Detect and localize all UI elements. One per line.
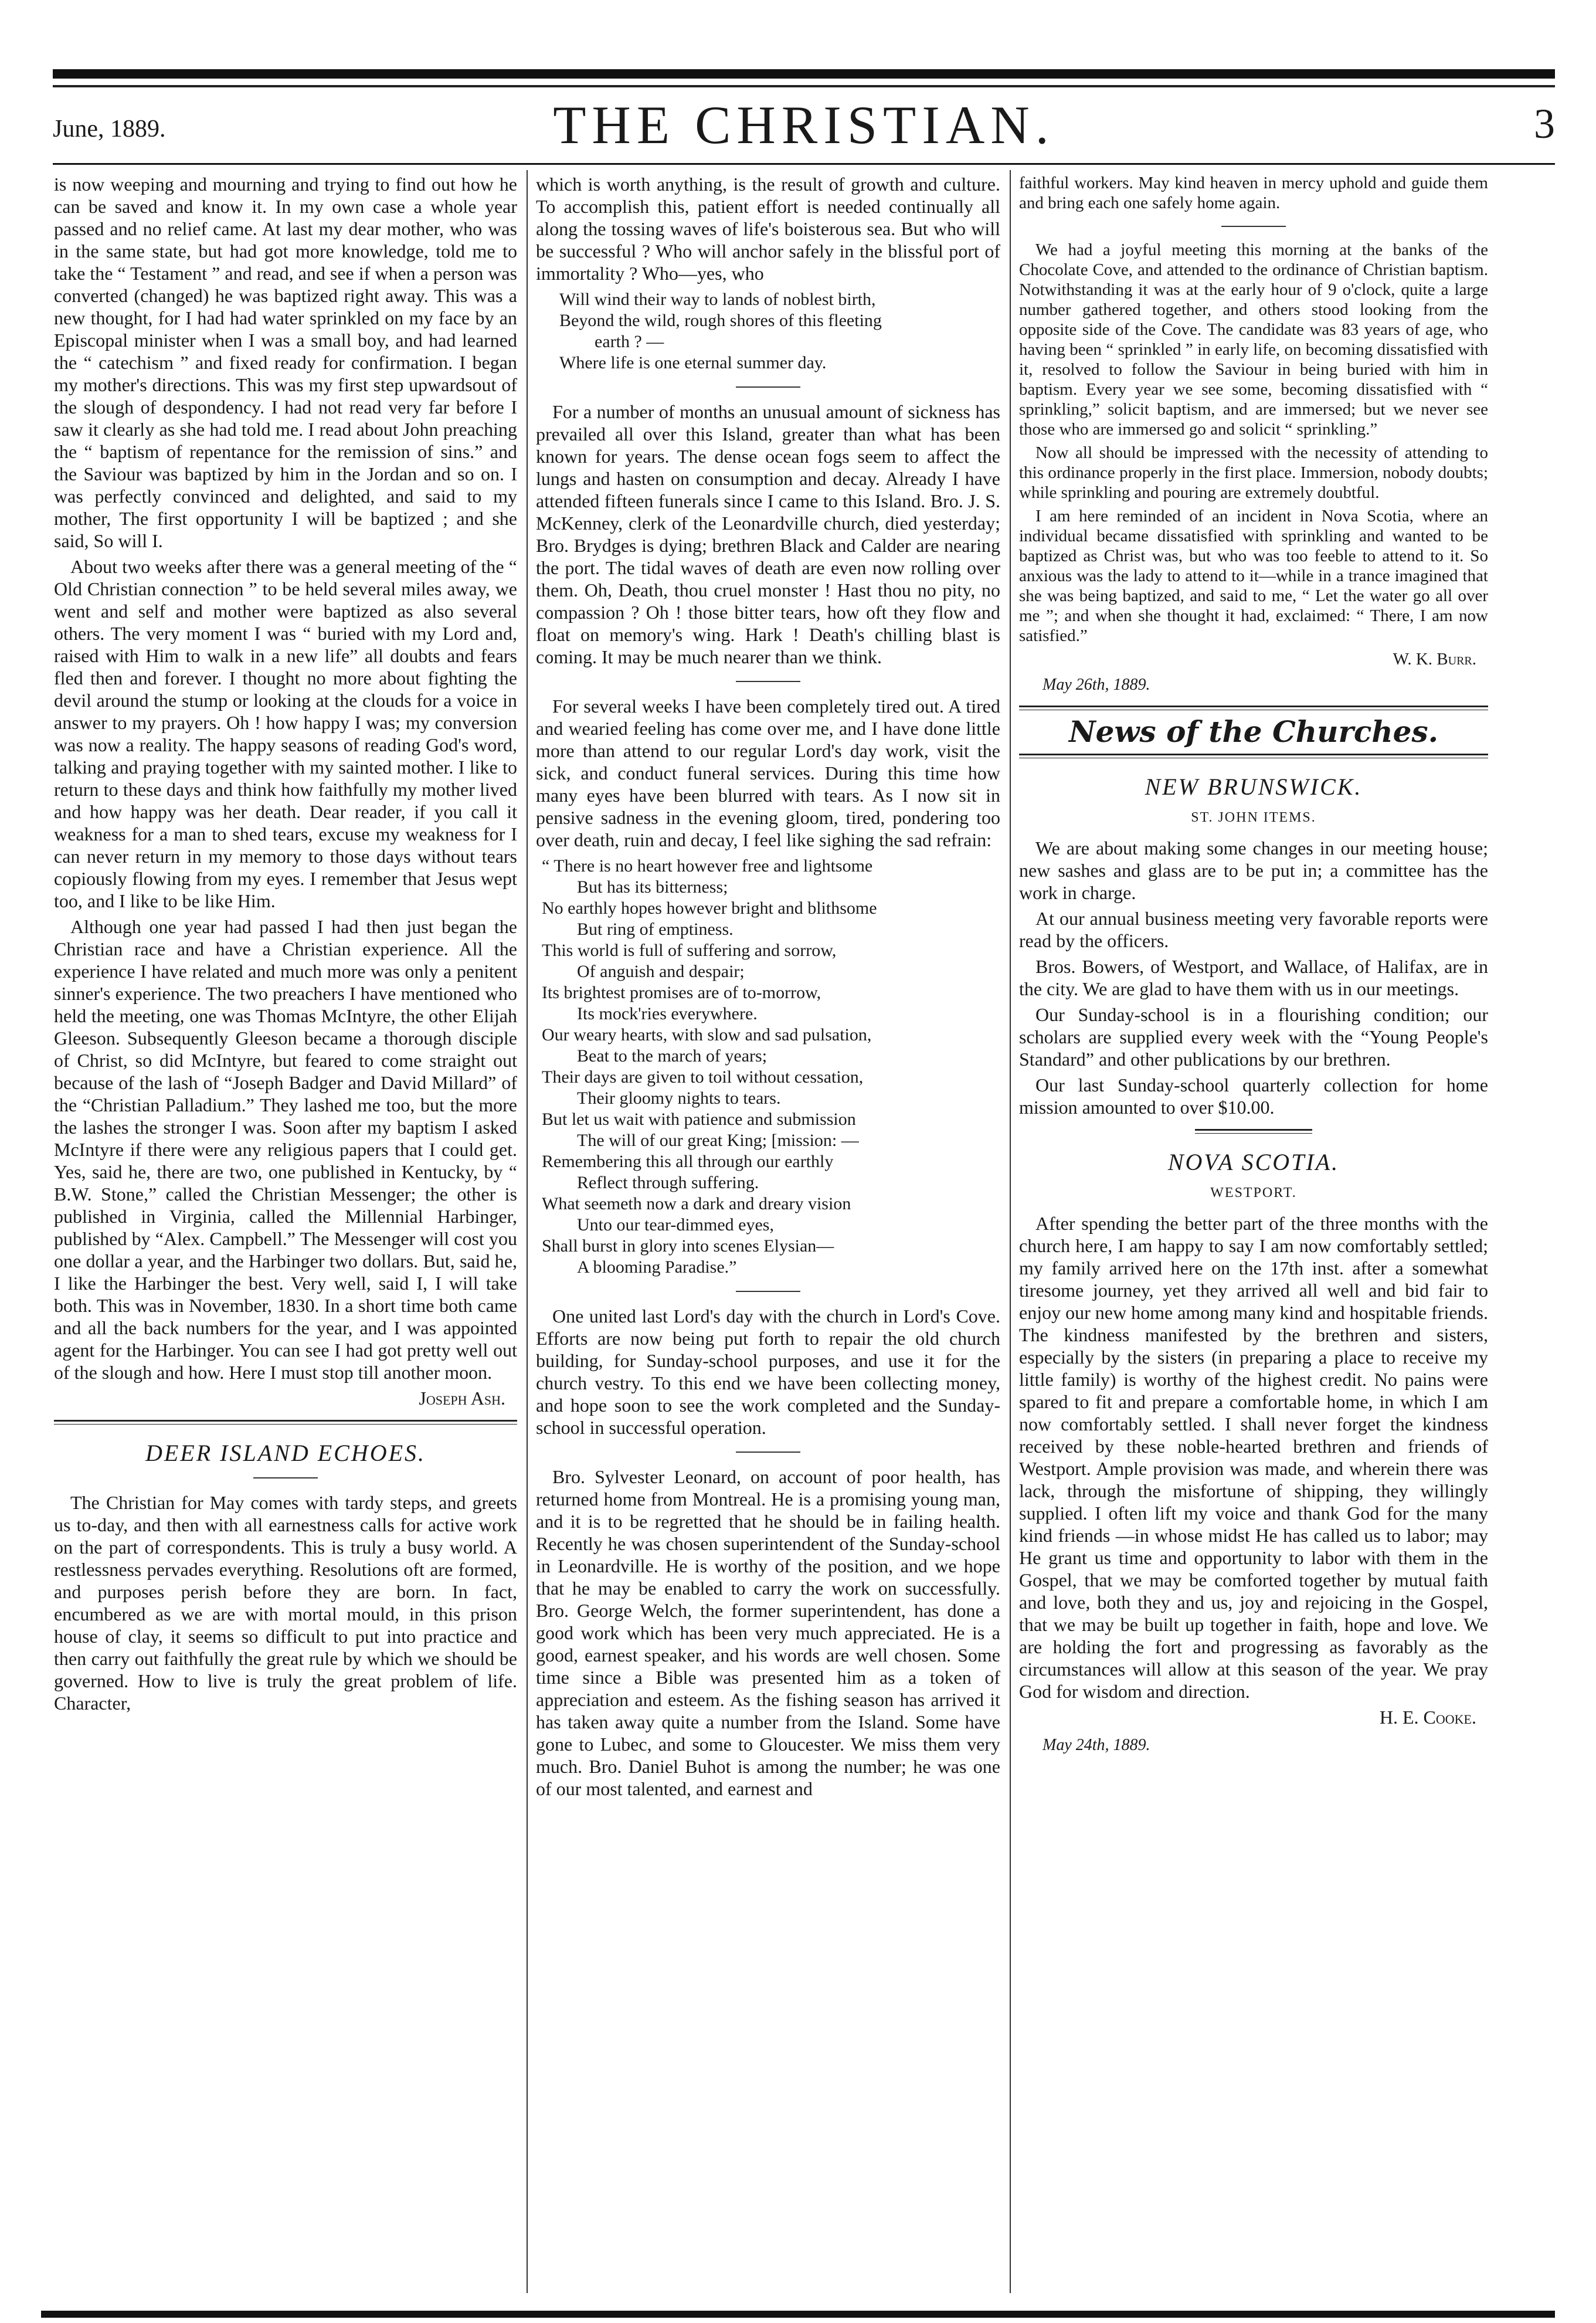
section-rule: [1019, 706, 1488, 710]
section-heading: NOVA SCOTIA.: [1167, 1149, 1340, 1175]
short-rule: [736, 1291, 800, 1292]
paragraph: For several weeks I have been completely tired out. A tired and wearied feeling has come over me, and I have done little more than attend to our regular Lord's day work, visit the sick, and conduct funeral services. During this time how many eyes have been blurred with tears. As I now sit in pensive sadness in the evening gloom, tired, pondering too over death, ruin and decay, I feel like sighing the sad refrain:: [536, 696, 1000, 850]
issue-date: June, 1889.: [53, 116, 166, 143]
column-2: [536, 173, 1000, 1803]
poem: [542, 856, 1000, 1278]
masthead-rule: [53, 163, 1555, 165]
poem-line: Its mock'ries everywhere.: [577, 1004, 758, 1023]
short-rule: [253, 1477, 318, 1478]
bottom-rule: [41, 2311, 1555, 2318]
column-divider: [1010, 170, 1011, 2293]
section-heading: DEER ISLAND ECHOES.: [145, 1440, 426, 1466]
short-rule: [736, 681, 800, 682]
paragraph: Our Sunday-school is in a flourishing condition; our scholars are supplied every week with the “Young People's Standard” and other publications by our brethren.: [1019, 1004, 1488, 1070]
poem-line: But has its bitterness;: [577, 877, 728, 897]
poem-line: Beat to the march of years;: [577, 1046, 768, 1066]
short-rule: [1221, 226, 1286, 227]
paragraph: After spending the better part of the three months with the church here, I am happy to say I am now comfortably settled; my family arrived here on the 17th inst. after a somewhat tiresome journey, yet they arrived all well and bid fair to enjoy our new home among many kind and hospitable friends. The kindness manifested by the brethren and sisters, especially by the sisters (in preparing a place to receive my little family) is worthy of the highest credit. No pains were spared to fit and prepare a comfortable home, in which I am now comfortably settled. I shall never forget the kindness received by these noble-hearted brethren and friends of Westport. Ample provision was made, and wherein there was lack, through the misfortune of shipping, they willingly supplied. I often lift my voice and thank God for the many kind friends —in whose midst He has called us to labor; may He grant us time and opportunity to labor with them in the Gospel, that we may be comforted together by mutual faith and love, both they and us, joy and rejoicing in the Gospel, that we may be built up together in faith, hope and love. We are holding the fort and progressing as favorably as the circumstances will allow at this season of the year. We pray God for wisdom and direction.: [1019, 1213, 1488, 1702]
paragraph: We are about making some changes in our meeting house; new sashes and glass are to be put in; a committee has the work in charge.: [1019, 837, 1488, 903]
poem-line: But let us wait with patience and submission: [542, 1110, 856, 1129]
paragraph: Bros. Bowers, of Westport, and Wallace, of Halifax, are in the city. We are glad to have them with us in our meetings.: [1019, 956, 1488, 999]
paragraph: I am here reminded of an incident in Nova Scotia, where an individual became dissatisfied with sprinkling and wanted to be baptized as Christ was, but who was too feeble to attend to it. So anxious was the lady to attend to it—while in a trance imagined that she was being baptized, and said to me, “ Let the water go all over me ”; and when she thought it had, exclaimed: “ There, I am now satisfied.”: [1019, 507, 1488, 645]
poem-line: But ring of emptiness.: [577, 920, 734, 939]
poem-line: Where life is one eternal summer day.: [559, 353, 827, 372]
paragraph: About two weeks after there was a general meeting of the “ Old Christian connection ” to be held several miles away, we went and self and mother were baptized as also several others. The very moment I was “ buried with my Lord and, raised with Him to walk in a new life” all doubts and fears fled then and forever. I thought no more about fighting the devil around the stump or looking at the clouds for a voice in answer to my prayers. Oh ! how happy I was; my conversion was now a reality. The happy seasons of reading God's word, talking and praying together with my sainted mother. I like to return to these days and think how faithfully my mother lived and how happy was her death. Dear reader, if you call it weakness for a man to shed tears, excuse my weakness for I can never return in my memory to those days without tears copiously flowing from my eyes. I remember that Jesus wept too, and I like to be like Him.: [54, 556, 517, 911]
poem-line: Its brightest promises are of to-morrow,: [542, 983, 821, 1002]
section-subheading: ST. JOHN ITEMS.: [1191, 810, 1316, 825]
news-heading: News of the Churches.: [1068, 714, 1439, 749]
signature: H. E. Cooke.: [1379, 1707, 1476, 1728]
paragraph: is now weeping and mourning and trying to find out how he can be saved and know it. In my own case a whole year passed and no relief came. At last my dear mother, who was in the same state, but had got more knowledge, told me to take the “ Testament ” and read, and see if when a person was converted (changed) he was baptized right away. This was a new thought, for I had had water sprinkled on my face by an Episcopal minister when I was a small boy, and had learned the “ catechism ” and fixed ready for confirmation. I began my mother's directions. This was my first step upwardsout of the slough of despondency. I had not read very far before I saw it clearly as she had told me. I read about John preaching the “ baptism of repentance for the remission of sins.” and the Saviour was baptized by him in the Jordan and so on. I was perfectly convinced and delighted, and said to my mother, The first opportunity I will be baptized ; and she said, So will I.: [54, 174, 517, 551]
paragraph: The Christian for May comes with tardy steps, and greets us to-day, and then with all earnestness calls for active work on the part of correspondents. This is truly a busy world. A restlessness pervades everything. Resolutions oft are formed, and purposes perish before they are born. In fact, encumbered as we are with mortal mould, in this prison house of clay, it seems so difficult to put into practice and then carry out faithfully the great rule by which we should be governed. How to live is truly the great problem of life. Character,: [54, 1492, 517, 1714]
poem-line: Their gloomy nights to tears.: [577, 1088, 781, 1108]
top-rule: [53, 69, 1555, 79]
column-1: [54, 173, 517, 1718]
short-rule: [736, 1452, 800, 1453]
paragraph: Now all should be impressed with the necessity of attending to this ordinance properly in the first place. Immersion, nobody doubts; while sprinkling and pouring are extremely doubtful.: [1019, 443, 1488, 502]
paragraph: Although one year had passed I had then just began the Christian race and have a Christian experience. All the experience I have related and much more was only a penitent sinner's experience. The two preachers I have mentioned who held the meeting, one was Thomas McIntyre, the other Elijah Gleeson. Subsequently Gleeson became a thorough disciple of Christ, so did McIntyre, but feared to come straight out because of the lash of “Joseph Badger and David Millard” of the “Christian Palladium.” They lashed me too, but the more the lashes the stronger I was. Soon after my baptism I asked McIntyre if there were any religious papers that I could get. Yes, said he, there are two, one published in Kentucky, by “ B.W. Stone,” called the Christian Messenger; the other is published in Virginia, called the Millennial Harbinger, published by “Alex. Campbell.” The Messenger will cost you one dollar a year, and the Harbinger two dollars. But, said he, I like the Harbinger the best. Very well, said I, I will take both. This was in November, 1830. In a short time both came and all the back numbers for the year, and I was appointed agent for the Harbinger. You can see I had got pretty well out of the slough and how. Here I must stop till another moon.: [54, 916, 517, 1383]
paragraph: One united last Lord's day with the church in Lord's Cove. Efforts are now being put forth to repair the old church building, for Sunday-school purposes, and use it for the church vestry. To this end we have been collecting money, and hope soon to see the work completed and the Sunday-school in successful operation.: [536, 1305, 1000, 1438]
poem-line: A blooming Paradise.”: [577, 1257, 737, 1277]
poem-line: Of anguish and despair;: [577, 962, 745, 981]
page-number: 3: [1534, 100, 1555, 147]
poem-line: Unto our tear-dimmed eyes,: [577, 1215, 774, 1235]
poem-line: Reflect through suffering.: [577, 1173, 759, 1192]
dateline: May 24th, 1889.: [1043, 1736, 1150, 1754]
poem-line: earth ? —: [595, 332, 664, 351]
section-rule: [54, 1420, 517, 1425]
paragraph: At our annual business meeting very favorable reports were read by the officers.: [1019, 908, 1488, 951]
poem-line: No earthly hopes however bright and blithsome: [542, 898, 877, 918]
poem-line: Our weary hearts, with slow and sad pulsation,: [542, 1025, 872, 1044]
section-rule: [1019, 754, 1488, 758]
poem-line: Beyond the wild, rough shores of this fleeting: [559, 311, 882, 330]
section-rule: [1195, 1129, 1312, 1134]
signature: W. K. Burr.: [1393, 650, 1476, 669]
poem-line: Will wind their way to lands of noblest birth,: [559, 290, 876, 309]
column-3: [1019, 173, 1488, 1762]
poem-line: This world is full of suffering and sorrow,: [542, 941, 837, 960]
paragraph: Our last Sunday-school quarterly collection for home mission amounted to over $10.00.: [1019, 1074, 1488, 1118]
poem-line: Their days are given to toil without cessation,: [542, 1067, 864, 1087]
paragraph: Bro. Sylvester Leonard, on account of poor health, has returned home from Montreal. He is a promising young man, and it is to be regretted that he should be in failing health. Recently he was chosen superintendent of the Sunday-school in Leonardville. He is worthy of the position, and we hope that he may be enabled to carry the work on successfully. Bro. George Welch, the former superintendent, has done a good work which has been very much appreciated. He is a good, earnest speaker, and his words are well chosen. Some time since a Bible was presented him as a token of appreciation and esteem. As the fishing season has arrived it has taken away quite a number from the Island. Some have gone to Lubec, and some to Gloucester. We miss them very much. Bro. Daniel Buhot is among the number; he was one of our most talented, and earnest and: [536, 1466, 1000, 1799]
masthead: [53, 94, 1555, 158]
paragraph: For a number of months an unusual amount of sickness has prevailed all over this Island, greater than what has been known for years. The dense ocean fogs seem to affect the lungs and hasten on consumption and decay. Already I have attended fifteen funerals since I came to this Island. Bro. J. S. McKenney, clerk of the Leonardville church, died yesterday; Bro. Brydges is dying; brethren Black and Calder are nearing the port. The tidal waves of death are even now rolling over them. Oh, Death, thou cruel monster ! Hast thou no pity, no compassion ? Oh ! those bitter tears, how oft they flow and float on memory's wing. Hark ! Death's chilling blast is coming. It may be much nearer than we think.: [536, 401, 1000, 667]
newspaper-title: THE CHRISTIAN.: [553, 95, 1055, 155]
poem: [559, 289, 1000, 374]
column-divider: [527, 170, 528, 2293]
top-rule-thin: [53, 85, 1555, 87]
paragraph: which is worth anything, is the result of growth and culture. To accomplish this, patient effort is needed continually all along the tossing waves of life's boisterous sea. But who will be successful ? Who will anchor safely in the blissful port of immortality ? Who—yes, who: [536, 174, 1000, 284]
paragraph: We had a joyful meeting this morning at the banks of the Chocolate Cove, and attended to the ordinance of Christian baptism. Notwithstanding it was at the early hour of 9 o'clock, quite a large number gathered together, and others stood looking from the opposite side of the Cove. The candidate was 83 years of age, who having been “ sprinkled ” in early life, on becoming dissatisfied with it, resolved to follow the Saviour in being buried with him in baptism. Every year we see some, becoming dissatisfied with “ sprinkling,” solicit baptism, and are immersed; but we never see those who are immersed go and solicit “ sprinkling.”: [1019, 240, 1488, 439]
signature: Joseph Ash.: [419, 1388, 505, 1409]
poem-line: Remembering this all through our earthly: [542, 1152, 834, 1171]
poem-line: “ There is no heart however free and lightsome: [542, 856, 873, 876]
dateline: May 26th, 1889.: [1043, 676, 1150, 694]
poem-line: Shall burst in glory into scenes Elysian—: [542, 1236, 834, 1256]
section-subheading: WESTPORT.: [1210, 1185, 1297, 1201]
short-rule: [736, 386, 800, 388]
poem-line: The will of our great King; [mission: —: [577, 1131, 859, 1150]
section-heading: NEW BRUNSWICK.: [1145, 774, 1363, 800]
paragraph: faithful workers. May kind heaven in mercy uphold and guide them and bring each one safely home again.: [1019, 174, 1488, 212]
small-type-block: [1019, 173, 1488, 695]
poem-line: What seemeth now a dark and dreary vision: [542, 1194, 851, 1213]
